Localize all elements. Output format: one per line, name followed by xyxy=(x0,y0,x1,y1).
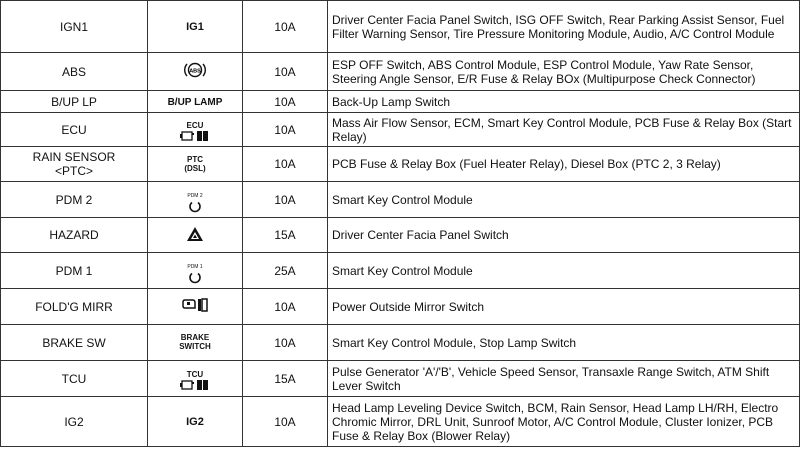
fuse-circuit-description: Back-Up Lamp Switch xyxy=(328,91,800,113)
fuse-name: ECU xyxy=(1,113,148,147)
fuse-symbol xyxy=(148,113,243,147)
fuse-rating: 10A xyxy=(243,53,328,91)
fuse-circuit-description: Driver Center Facia Panel Switch xyxy=(328,218,800,253)
fuse-name: TCU xyxy=(1,361,148,397)
table-row xyxy=(1,1,800,53)
fuse-circuit-description: Smart Key Control Module xyxy=(328,182,800,218)
table-row xyxy=(1,218,800,253)
fuse-rating: 10A xyxy=(243,147,328,182)
fuse-rating: 10A xyxy=(243,91,328,113)
fuse-name: PDM 2 xyxy=(1,182,148,218)
folding-mirror-icon xyxy=(181,297,209,316)
fuse-name: FOLD'G MIRR xyxy=(1,289,148,325)
fuse-rating: 10A xyxy=(243,397,328,447)
table-row xyxy=(1,325,800,361)
pdm2-power-icon: PDM 2 xyxy=(187,193,202,213)
ptc-dsl-label: PTC (DSL) xyxy=(184,154,206,173)
pdm1-power-icon: PDM 1 xyxy=(187,264,202,284)
table-row xyxy=(1,253,800,289)
fuse-circuit-description: Pulse Generator 'A'/'B', Vehicle Speed Sensor, Transaxle Range Switch, ATM Shift Lever Switch xyxy=(328,361,800,397)
fuse-rating: 10A xyxy=(243,289,328,325)
fuse-rating: 10A xyxy=(243,1,328,53)
abs-warning-icon xyxy=(183,60,207,83)
table-row xyxy=(1,289,800,325)
backup-lamp-label: B/UP LAMP xyxy=(167,96,223,108)
fuse-symbol xyxy=(148,147,243,182)
fuse-symbol xyxy=(148,91,243,113)
table-row xyxy=(1,147,800,182)
fuse-circuit-description: Mass Air Flow Sensor, ECM, Smart Key Control Module, PCB Fuse & Relay Box (Start Relay) xyxy=(328,113,800,147)
table-row xyxy=(1,91,800,113)
fuse-name: BRAKE SW xyxy=(1,325,148,361)
fuse-name: IGN1 xyxy=(1,1,148,53)
fuse-symbol xyxy=(148,182,243,218)
fuse-circuit-description: ESP OFF Switch, ABS Control Module, ESP Control Module, Yaw Rate Sensor, Steering Angle Sensor, E/R Fuse & Relay BOx (Multipurpose Check Connector) xyxy=(328,53,800,91)
fuse-symbol xyxy=(148,325,243,361)
fuse-symbol xyxy=(148,397,243,447)
ig2-label: IG2 xyxy=(186,416,204,428)
fuse-rating: 10A xyxy=(243,182,328,218)
ecu-icon: ECU xyxy=(180,121,210,142)
fuse-symbol xyxy=(148,361,243,397)
fuse-circuit-description: Head Lamp Leveling Device Switch, BCM, Rain Sensor, Head Lamp LH/RH, Electro Chromic Mirror, DRL Unit, Sunroof Motor, A/C Control Module, Cluster Ionizer, PCB Fuse & Relay Box (Blower Relay) xyxy=(328,397,800,447)
fuse-circuit-description: Power Outside Mirror Switch xyxy=(328,289,800,325)
fuse-symbol xyxy=(148,53,243,91)
fuse-circuit-description: Driver Center Facia Panel Switch, ISG OFF Switch, Rear Parking Assist Sensor, Fuel Filter Warning Sensor, Tire Pressure Monitoring Module, Audio, A/C Control Module xyxy=(328,1,800,53)
fuse-name: B/UP LP xyxy=(1,91,148,113)
fuse-name: ABS xyxy=(1,53,148,91)
fuse-symbol xyxy=(148,253,243,289)
fuse-rating: 15A xyxy=(243,218,328,253)
fuse-circuit-description: PCB Fuse & Relay Box (Fuel Heater Relay), Diesel Box (PTC 2, 3 Relay) xyxy=(328,147,800,182)
fuse-name: IG2 xyxy=(1,397,148,447)
fuse-rating: 10A xyxy=(243,325,328,361)
fuse-symbol xyxy=(148,289,243,325)
table-row xyxy=(1,361,800,397)
fuse-symbol xyxy=(148,1,243,53)
table-row xyxy=(1,53,800,91)
fuse-name: RAIN SENSOR <PTC> xyxy=(1,147,148,182)
ig1-label: IG1 xyxy=(186,21,204,33)
fuse-rating: 15A xyxy=(243,361,328,397)
fuse-circuit-description: Smart Key Control Module, Stop Lamp Switch xyxy=(328,325,800,361)
brake-switch-label: BRAKE SWITCH xyxy=(179,333,211,351)
fuse-rating: 10A xyxy=(243,113,328,147)
fuse-name: PDM 1 xyxy=(1,253,148,289)
svg-text:ABS: ABS xyxy=(189,68,201,75)
table-row xyxy=(1,397,800,447)
table-row xyxy=(1,113,800,147)
fuse-rating: 25A xyxy=(243,253,328,289)
fuse-symbol xyxy=(148,218,243,253)
hazard-triangle-icon xyxy=(186,226,204,245)
fuse-name: HAZARD xyxy=(1,218,148,253)
tcu-icon: TCU xyxy=(180,370,210,391)
fuse-circuit-description: Smart Key Control Module xyxy=(328,253,800,289)
table-row xyxy=(1,182,800,218)
